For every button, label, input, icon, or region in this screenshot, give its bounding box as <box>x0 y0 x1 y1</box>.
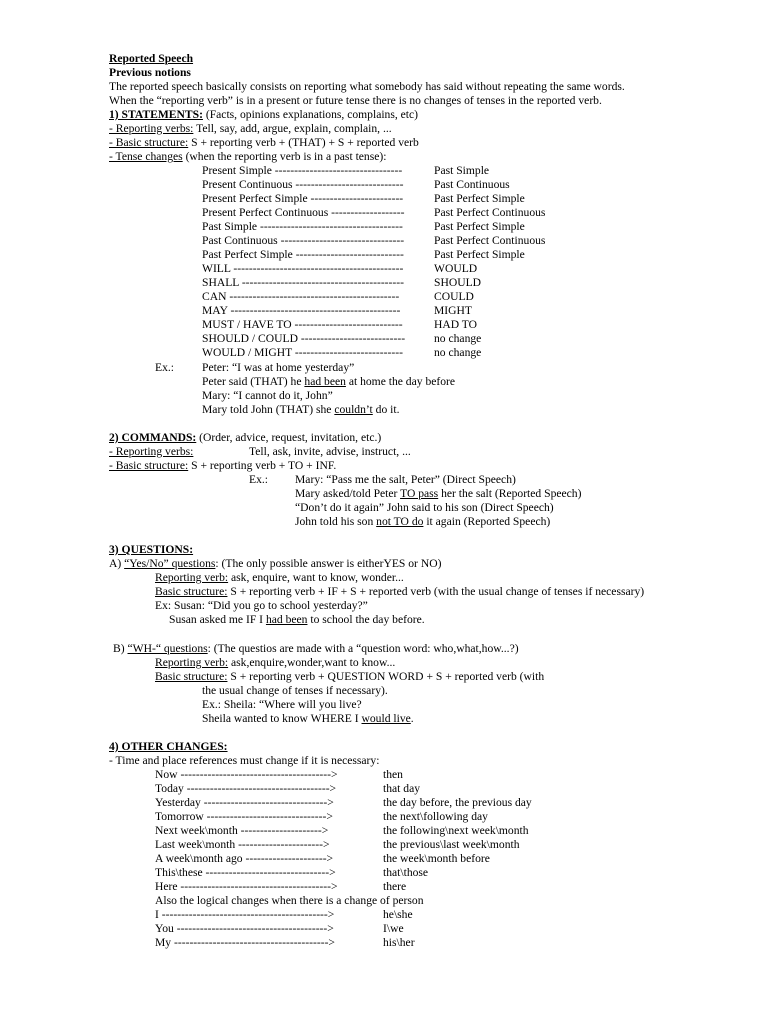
statements-basic-structure <box>109 136 419 150</box>
example-line <box>295 487 581 501</box>
example-label: Ex.: <box>155 361 174 374</box>
tense-from: Past Perfect Simple ---------------------------- <box>202 248 404 261</box>
ref-from: Now ---------------------------------------> <box>155 768 338 781</box>
label: “WH-“ questions <box>127 642 208 655</box>
ref-to: the day before, the previous day <box>383 796 532 809</box>
person-to: his\her <box>383 936 415 949</box>
ref-to: the following\next week\month <box>383 824 529 837</box>
label: Reporting verb: <box>155 656 229 669</box>
ref-to: that day <box>383 782 421 795</box>
ref-from: A week\month ago ---------------------> <box>155 852 334 865</box>
yes-no-reporting <box>155 571 404 585</box>
tense-from: SHALL ------------------------------------------ <box>202 276 404 289</box>
yes-no-line <box>109 557 441 571</box>
statements-tense-changes <box>109 150 386 164</box>
wh-structure-cont: the usual change of tenses if necessary). <box>202 684 388 697</box>
ref-to: then <box>383 768 403 781</box>
tense-from: MAY -------------------------------------------- <box>202 304 401 317</box>
commands-basic-structure <box>109 459 336 473</box>
underlined-text: had been <box>265 613 308 626</box>
underlined-text: would live <box>361 712 411 725</box>
other-intro: - Time and place references must change if it is necessary: <box>109 754 380 767</box>
questions-heading: 3) QUESTIONS: <box>109 543 194 556</box>
label: “Yes/No” questions <box>124 557 216 570</box>
tense-from: SHOULD / COULD --------------------------- <box>202 332 406 345</box>
ref-from: Last week\month ----------------------> <box>155 838 330 851</box>
tense-to: Past Perfect Simple <box>434 192 525 205</box>
tense-to: Past Perfect Continuous <box>434 234 546 247</box>
text: : (The questios are made with a “question word: who,what,how...?) <box>207 642 519 655</box>
text: Peter said (THAT) he <box>202 375 305 388</box>
tense-to: SHOULD <box>434 276 482 289</box>
example-line <box>202 375 455 389</box>
person-to: I\we <box>383 922 404 935</box>
text: (when the reporting verb is in a past tense): <box>182 150 387 163</box>
text: ask,enquire,wonder,want to know... <box>228 656 396 669</box>
ref-to: that\those <box>383 866 429 879</box>
text: Sheila wanted to know WHERE I <box>202 712 362 725</box>
text: Mary asked/told Peter <box>295 487 401 500</box>
text: her the salt (Reported Speech) <box>438 487 582 500</box>
tense-from: Present Perfect Continuous ------------------- <box>202 206 405 219</box>
commands-heading-line <box>109 431 381 445</box>
underlined-text: couldn’t <box>334 403 373 416</box>
tense-from: WILL -------------------------------------------- <box>202 262 404 275</box>
text: : (The only possible answer is eitherYES or NO) <box>215 557 442 570</box>
ref-to: the next\following day <box>383 810 488 823</box>
wh-reporting <box>155 656 395 670</box>
example-line: Mary: “I cannot do it, John” <box>202 389 333 402</box>
text: it again (Reported Speech) <box>423 515 551 528</box>
tense-to: COULD <box>434 290 474 303</box>
label: - Basic structure: <box>109 136 189 149</box>
label: Basic structure: <box>155 585 228 598</box>
tense-to: Past Continuous <box>434 178 510 191</box>
tense-from: Past Simple ------------------------------------- <box>202 220 403 233</box>
tense-to: HAD TO <box>434 318 478 331</box>
page-title: Reported Speech <box>109 52 194 65</box>
text: ask, enquire, want to know, wonder... <box>228 571 404 584</box>
text: S + reporting verb + IF + S + reported verb (with the usual change of tenses if necessary) <box>227 585 645 598</box>
tense-to: Past Simple <box>434 164 490 177</box>
wh-line <box>113 642 519 656</box>
tense-from: Present Simple --------------------------------- <box>202 164 403 177</box>
example-line <box>202 403 400 417</box>
tense-from: Present Continuous ---------------------------- <box>202 178 404 191</box>
text: S + reporting verb + TO + INF. <box>188 459 337 472</box>
underlined-text: not TO do <box>376 515 424 528</box>
label: Basic structure: <box>155 670 228 683</box>
intro-line: The reported speech basically consists on reporting what somebody has said without repeating the same words. <box>109 80 625 93</box>
other-heading: 4) OTHER CHANGES: <box>109 740 228 753</box>
person-from: You ---------------------------------------> <box>155 922 334 935</box>
statements-reporting-verbs <box>109 122 392 136</box>
label: - Reporting verbs: <box>109 122 194 135</box>
underlined-text: had been <box>304 375 346 388</box>
label: - Basic structure: <box>109 459 189 472</box>
ref-to: there <box>383 880 407 893</box>
tense-from: Present Perfect Simple ------------------------ <box>202 192 404 205</box>
text: at home the day before <box>345 375 456 388</box>
tense-to: MIGHT <box>434 304 472 317</box>
text: S + reporting verb + (THAT) + S + reported verb <box>188 136 419 149</box>
ref-to: the previous\last week\month <box>383 838 520 851</box>
ref-from: This\these --------------------------------> <box>155 866 336 879</box>
tense-to: no change <box>434 332 482 345</box>
underlined-text: TO pass <box>400 487 439 500</box>
person-from: I -------------------------------------------> <box>155 908 335 921</box>
ref-from: Tomorrow -------------------------------> <box>155 810 333 823</box>
text: John told his son <box>295 515 377 528</box>
tense-to: WOULD <box>434 262 478 275</box>
commands-reporting-text: Tell, ask, invite, advise, instruct, ... <box>249 445 411 458</box>
tense-to: no change <box>434 346 482 359</box>
yes-no-structure <box>155 585 644 599</box>
person-to: he\she <box>383 908 413 921</box>
text: Susan asked me IF I <box>169 613 266 626</box>
example-line: Ex.: Sheila: “Where will you live? <box>202 698 362 711</box>
example-label: Ex.: <box>249 473 268 486</box>
tense-to: Past Perfect Simple <box>434 248 525 261</box>
example-line <box>202 712 414 726</box>
text: do it. <box>372 403 400 416</box>
ref-to: the week\month before <box>383 852 490 865</box>
text: Mary told John (THAT) she <box>202 403 335 416</box>
example-line: Mary: “Pass me the salt, Peter” (Direct Speech) <box>295 473 516 486</box>
commands-reporting-verbs <box>109 445 193 459</box>
text: Tell, say, add, argue, explain, complain, ... <box>193 122 392 135</box>
commands-note: (Order, advice, request, invitation, etc.) <box>196 431 382 444</box>
tense-from: WOULD / MIGHT ---------------------------- <box>202 346 403 359</box>
text: B) <box>113 642 128 655</box>
ref-from: Here ---------------------------------------> <box>155 880 338 893</box>
ref-from: Next week\month ---------------------> <box>155 824 329 837</box>
wh-structure <box>155 670 544 684</box>
text: A) <box>109 557 125 570</box>
commands-heading: 2) COMMANDS: <box>109 431 197 444</box>
example-line: Ex: Susan: “Did you go to school yesterday?” <box>155 599 368 612</box>
example-line <box>169 613 425 627</box>
tense-to: Past Perfect Simple <box>434 220 525 233</box>
text: S + reporting verb + QUESTION WORD + S + reported verb (with <box>227 670 545 683</box>
page-subtitle: Previous notions <box>109 66 191 79</box>
tense-from: Past Continuous -------------------------------- <box>202 234 405 247</box>
person-from: My ----------------------------------------> <box>155 936 335 949</box>
ref-from: Yesterday --------------------------------> <box>155 796 334 809</box>
label: Reporting verb: <box>155 571 229 584</box>
statements-heading-line <box>109 108 418 122</box>
tense-from: MUST / HAVE TO ---------------------------- <box>202 318 403 331</box>
example-line <box>295 515 550 529</box>
label: - Tense changes <box>109 150 183 163</box>
intro-line: When the “reporting verb” is in a present or future tense there is no changes of tenses in the reported verb. <box>109 94 602 107</box>
ref-from: Today -------------------------------------> <box>155 782 337 795</box>
tense-to: Past Perfect Continuous <box>434 206 546 219</box>
label: - Reporting verbs: <box>109 445 194 458</box>
statements-heading: 1) STATEMENTS: <box>109 108 203 121</box>
text: . <box>410 712 414 725</box>
tense-from: CAN -------------------------------------------- <box>202 290 400 303</box>
person-intro: Also the logical changes when there is a change of person <box>155 894 424 907</box>
text: to school the day before. <box>307 613 425 626</box>
example-line: “Don’t do it again” John said to his son (Direct Speech) <box>295 501 554 514</box>
example-line: Peter: “I was at home yesterday” <box>202 361 355 374</box>
statements-note: (Facts, opinions explanations, complains, etc) <box>202 108 419 121</box>
